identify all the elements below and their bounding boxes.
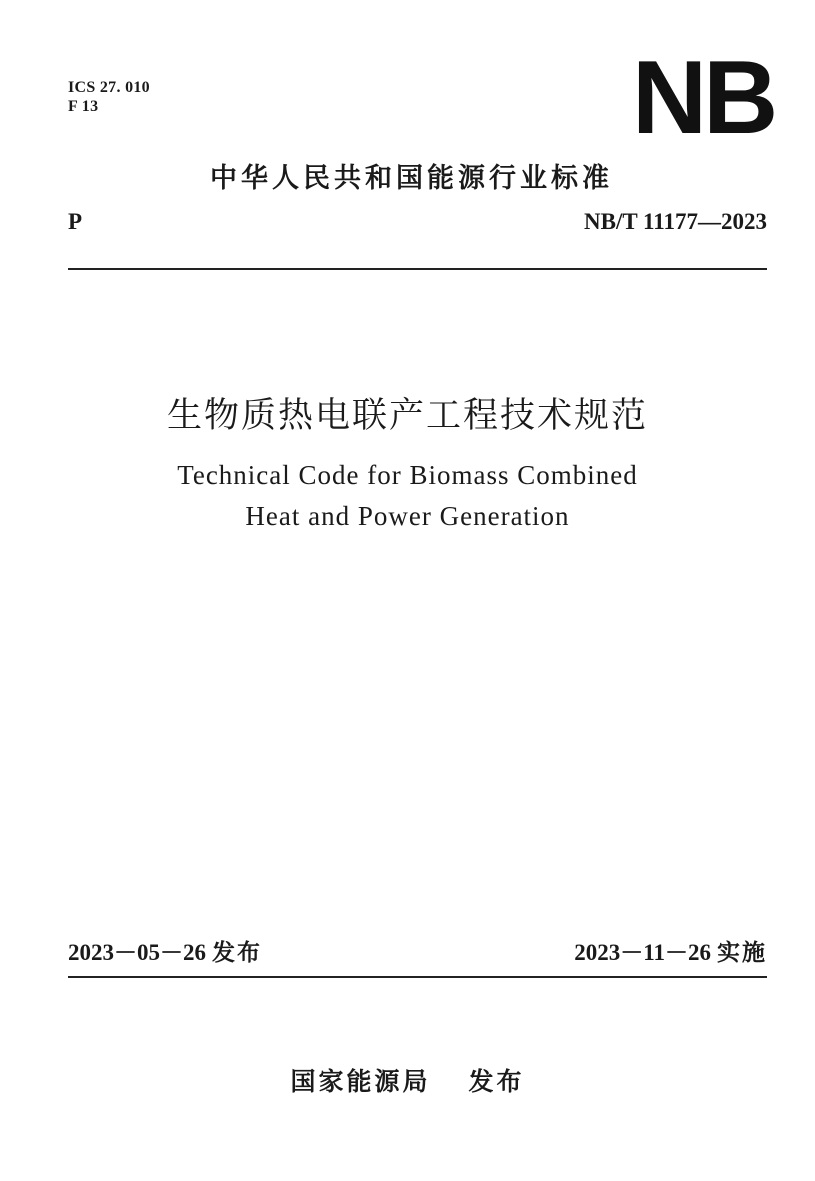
title-cn: 生物质热电联产工程技术规范 <box>166 396 648 436</box>
category-letter: P <box>68 209 83 234</box>
top-divider <box>68 268 767 270</box>
implement-date-block <box>574 934 767 967</box>
bottom-divider <box>68 976 767 978</box>
issuer-name: 国家能源局 <box>290 1067 431 1096</box>
title-en <box>0 455 815 537</box>
issue-date: 2023－05－26 <box>68 940 206 965</box>
nb-logo: NB <box>632 40 775 156</box>
standard-number: NB/T 11177—2023 <box>584 209 767 234</box>
issuer-action: 发布 <box>468 1067 525 1096</box>
ics-code: ICS 27. 010 <box>68 79 150 96</box>
implement-label: 实施 <box>717 940 767 966</box>
issuer-block <box>0 1062 815 1098</box>
implement-date: 2023－11－26 <box>574 940 711 965</box>
issue-label: 发布 <box>212 940 262 966</box>
title-en-line1: Technical Code for Biomass Combined <box>177 460 638 490</box>
issue-date-block <box>68 934 262 967</box>
ics-block <box>68 78 150 116</box>
title-en-line2: Heat and Power Generation <box>245 501 570 531</box>
standard-category-cn: 中华人民共和国能源行业标准 <box>210 163 613 194</box>
classification-code: F 13 <box>68 98 99 115</box>
